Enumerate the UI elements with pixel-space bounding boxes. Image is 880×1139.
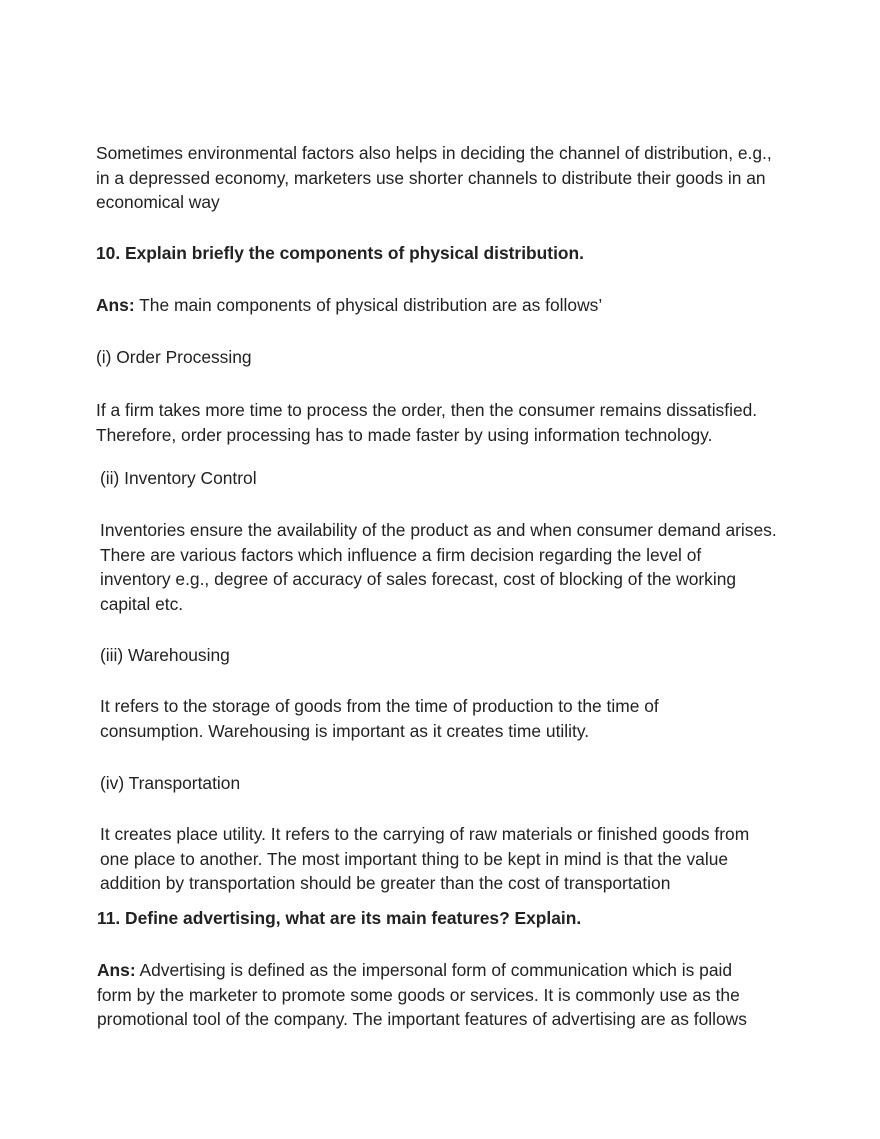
inventory-heading — [100, 466, 800, 491]
text-line: It creates place utility. It refers to the carrying of raw materials or finished goods from — [100, 824, 750, 844]
text-line: capital etc. — [100, 593, 184, 614]
text-line: one place to another. The most important thing to be kept in mind is that the value — [100, 848, 729, 869]
text-line: consumption. Warehousing is important as it creates time utility. — [100, 720, 590, 741]
text-line: inventory e.g., degree of accuracy of sales forecast, cost of blocking of the working — [100, 569, 737, 589]
warehousing-heading — [100, 643, 800, 668]
q11-answer — [97, 958, 797, 1032]
answer-text: Advertising is defined as the impersonal form of communication which is paid — [135, 960, 733, 980]
text-line: If a firm takes more time to process the order, then the consumer remains dissatisfied. — [96, 400, 758, 420]
order-processing-heading — [96, 345, 796, 370]
text-line: form by the marketer to promote some goods or services. It is commonly use as the — [97, 984, 740, 1005]
text-line: Inventories ensure the availability of the product as and when consumer demand arises. — [100, 520, 777, 540]
question-text: 10. Explain briefly the components of physical distribution. — [96, 243, 584, 263]
section-heading: (iii) Warehousing — [100, 645, 230, 665]
text-line: in a depressed economy, marketers use shorter channels to distribute their goods in an — [96, 167, 766, 188]
answer-line — [97, 958, 797, 983]
q11-question — [97, 906, 797, 931]
text-line: Sometimes environmental factors also helps in deciding the channel of distribution, e.g., — [96, 143, 772, 163]
text-line: economical way — [96, 192, 220, 212]
section-heading: (i) Order Processing — [96, 347, 252, 367]
transportation-body — [100, 822, 800, 896]
text-line: It refers to the storage of goods from the time of production to the time of — [100, 696, 659, 716]
answer-label: Ans: — [97, 960, 136, 980]
answer-label: Ans: — [96, 295, 135, 315]
answer-line — [96, 293, 796, 318]
env-factors-paragraph — [96, 141, 796, 215]
transportation-heading — [100, 771, 800, 796]
section-heading: (iv) Transportation — [100, 773, 241, 793]
text-line: There are various factors which influence a firm decision regarding the level of — [100, 544, 702, 565]
text-line: addition by transportation should be greater than the cost of transportation — [100, 873, 671, 893]
warehousing-body — [100, 694, 800, 743]
inventory-body — [100, 518, 800, 616]
text-line: Therefore, order processing has to made faster by using information technology. — [96, 424, 713, 445]
answer-text: The main components of physical distribution are as follows’ — [134, 295, 603, 315]
section-heading: (ii) Inventory Control — [100, 468, 257, 488]
q10-question — [96, 241, 796, 266]
order-processing-body — [96, 398, 796, 447]
text-line: promotional tool of the company. The important features of advertising are as follows — [97, 1009, 747, 1029]
question-text: 11. Define advertising, what are its main features? Explain. — [97, 908, 582, 928]
q10-answer — [96, 293, 796, 318]
